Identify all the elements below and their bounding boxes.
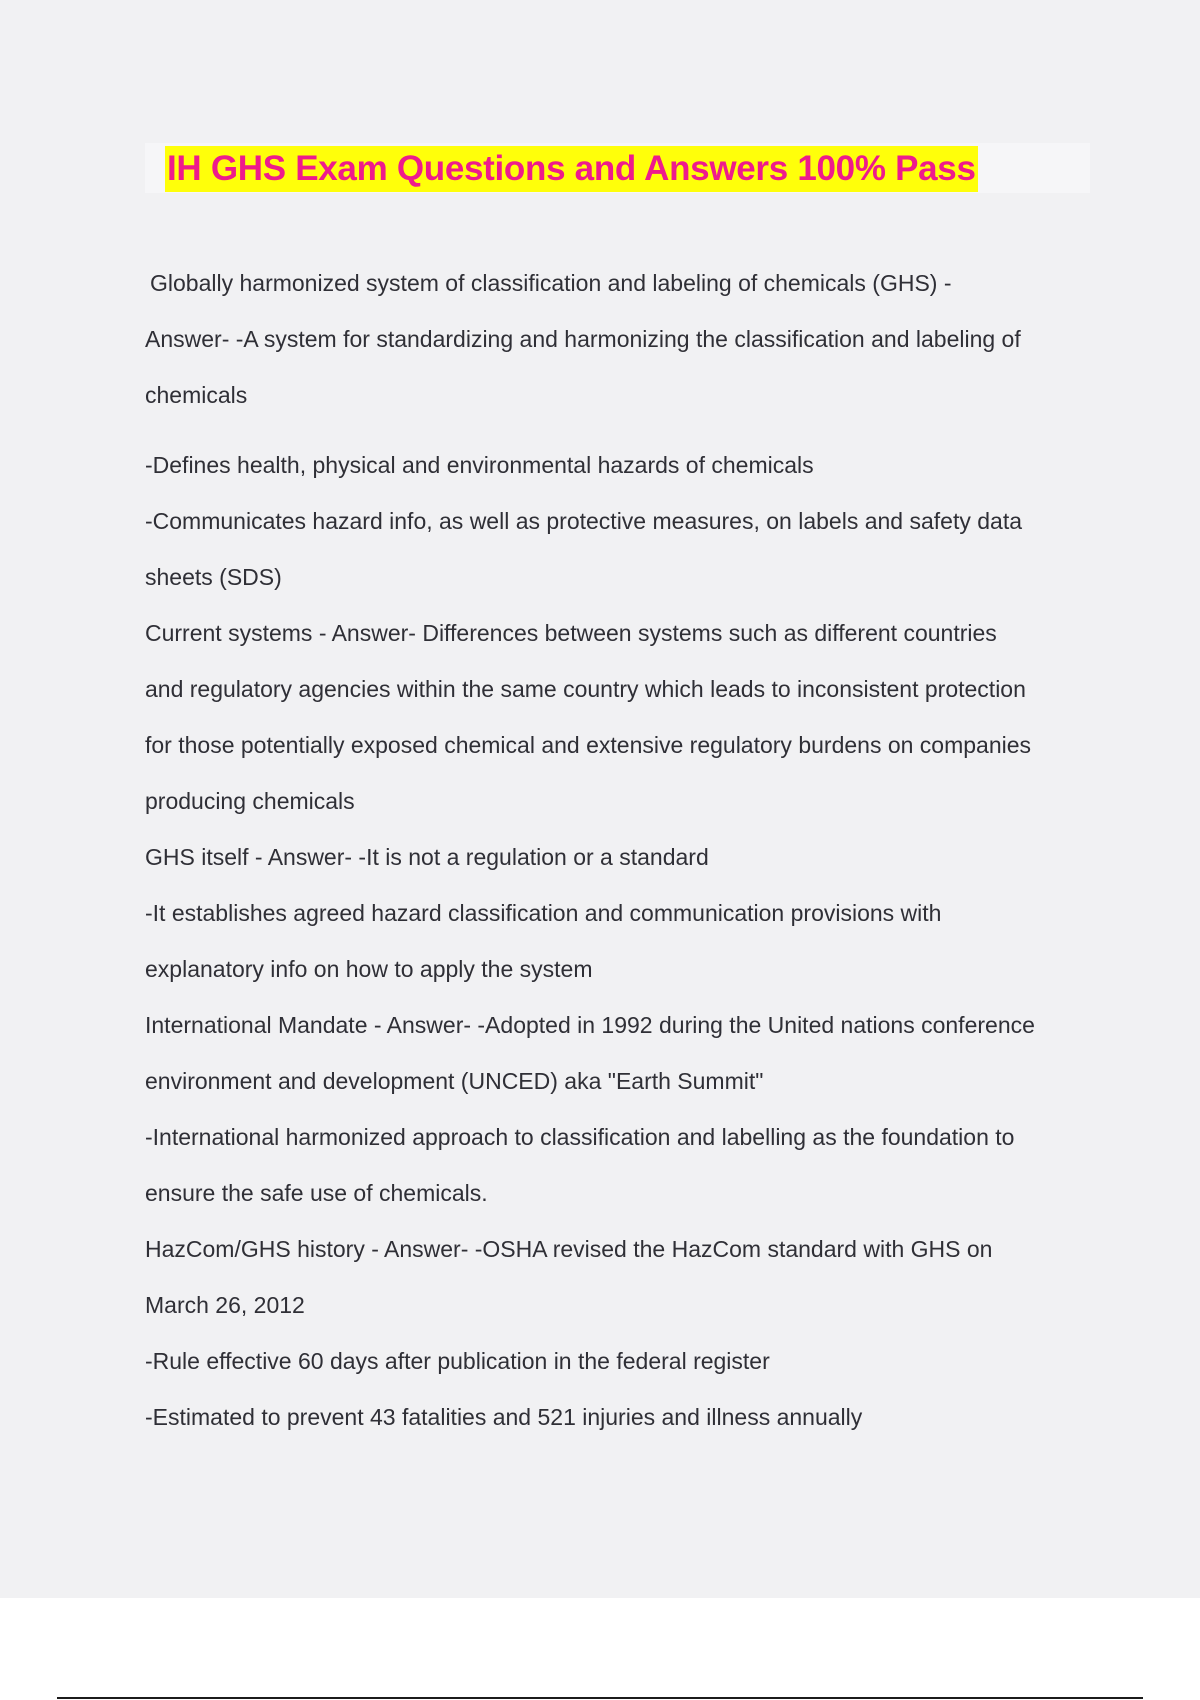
body-line: -Estimated to prevent 43 fatalities and 521 injuries and illness annually bbox=[145, 1404, 863, 1430]
body-line: sheets (SDS) bbox=[145, 564, 282, 590]
body-line: March 26, 2012 bbox=[145, 1292, 305, 1318]
body-line: Current systems - Answer- Differences between systems such as different countries bbox=[145, 620, 997, 646]
body-line: -Communicates hazard info, as well as protective measures, on labels and safety data bbox=[145, 508, 1022, 534]
body-line: GHS itself - Answer- -It is not a regulation or a standard bbox=[145, 844, 709, 870]
footer-rule bbox=[57, 1697, 1143, 1699]
body-line: -It establishes agreed hazard classification and communication provisions with bbox=[145, 900, 942, 926]
body-line: International Mandate - Answer- -Adopted in 1992 during the United nations conference bbox=[145, 1012, 1035, 1038]
page-footer-area bbox=[0, 1598, 1200, 1700]
body-line: -International harmonized approach to classification and labelling as the foundation to bbox=[145, 1124, 1015, 1150]
body-line: producing chemicals bbox=[145, 788, 355, 814]
page-title: IH GHS Exam Questions and Answers 100% Pass bbox=[165, 146, 978, 192]
body-line: Answer- -A system for standardizing and harmonizing the classification and labeling of bbox=[145, 326, 1021, 352]
body-line: environment and development (UNCED) aka "Earth Summit" bbox=[145, 1068, 764, 1094]
body-line: and regulatory agencies within the same country which leads to inconsistent protection bbox=[145, 676, 1026, 702]
body-line: Globally harmonized system of classification and labeling of chemicals (GHS) - bbox=[150, 270, 952, 296]
body-line: ensure the safe use of chemicals. bbox=[145, 1180, 488, 1206]
body-line: explanatory info on how to apply the system bbox=[145, 956, 593, 982]
body-line: HazCom/GHS history - Answer- -OSHA revised the HazCom standard with GHS on bbox=[145, 1236, 993, 1262]
paragraph-gap bbox=[145, 423, 1090, 437]
body-line: for those potentially exposed chemical and extensive regulatory burdens on companies bbox=[145, 732, 1032, 758]
body-line: -Defines health, physical and environmental hazards of chemicals bbox=[145, 452, 814, 478]
body-line: -Rule effective 60 days after publication in the federal register bbox=[145, 1348, 770, 1374]
body-line: chemicals bbox=[145, 382, 248, 408]
document-body bbox=[145, 255, 1090, 1445]
